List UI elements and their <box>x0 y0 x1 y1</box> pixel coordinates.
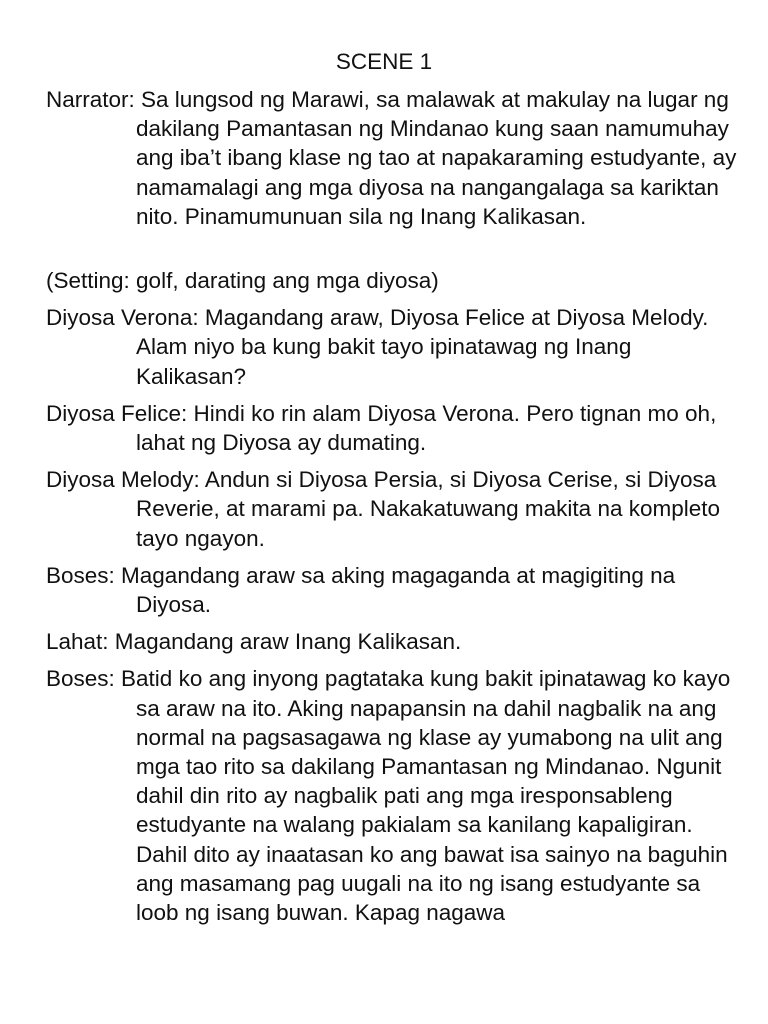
scene-title: SCENE 1 <box>335 49 433 74</box>
setting-direction: (Setting: golf, darating ang mga diyosa) <box>46 268 439 294</box>
verona-line: Diyosa Verona: Magandang araw, Diyosa Felice at Diyosa Melody. Alam niyo ba kung bakit tayo ipinatawag ng Inang Kalikasan? <box>46 305 709 389</box>
boses-line-2: Boses: Batid ko ang inyong pagtataka kung bakit ipinatawag ko kayo sa araw na ito. Aking napapansin na dahil nagbalik na ang normal na pagsasagawa ng klase ay yumabong na ulit ang mga tao rito sa dakilang Pamantasan ng Mindanao. Ngunit dahil din rito ay nagbalik pati ang mga iresponsableng estudyante na walang pakialam sa kanilang kapaligiran. Dahil dito ay inaatasan ko ang bawat isa sainyo na baguhin ang masamang pag uugali na ito ng isang estudyante sa loob ng isang buwan. Kapag nagawa <box>46 666 731 926</box>
boses-line-1: Boses: Magandang araw sa aking magaganda at magigiting na Diyosa. <box>46 562 676 618</box>
felice-line: Diyosa Felice: Hindi ko rin alam Diyosa Verona. Pero tignan mo oh, lahat ng Diyosa ay dumating. <box>46 400 717 456</box>
melody-line: Diyosa Melody: Andun si Diyosa Persia, si Diyosa Cerise, si Diyosa Reverie, at marami pa. Nakakatuwang makita na kompleto tayo ngayon. <box>46 467 721 551</box>
lahat-line: Lahat: Magandang araw Inang Kalikasan. <box>46 629 462 655</box>
script-body <box>46 85 740 935</box>
narrator-line: Narrator: Sa lungsod ng Marawi, sa malawak at makulay na lugar ng dakilang Pamantasan ng Mindanao kung saan namumuhay ang iba’t ibang klase ng tao at napakaraming estudyante, ay namamalagi ang mga diyosa na nangangalaga sa kariktan nito. Pinamumunuan sila ng Inang Kalikasan. <box>46 87 737 229</box>
